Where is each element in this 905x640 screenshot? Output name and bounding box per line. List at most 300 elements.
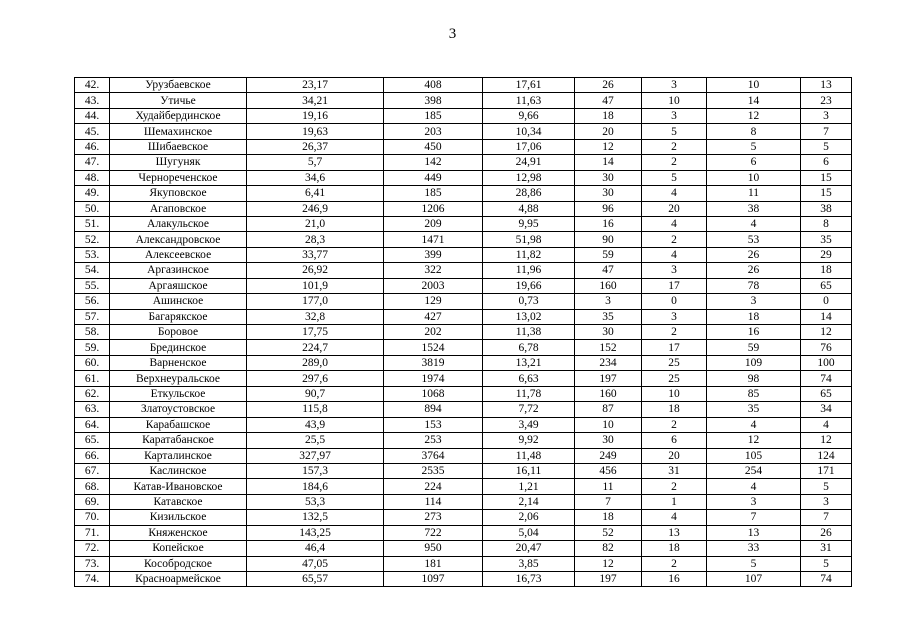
value-cell-1: 26,37 xyxy=(247,139,384,154)
value-cell-2: 950 xyxy=(384,541,483,556)
value-cell-5: 2 xyxy=(642,479,707,494)
value-cell-3: 3,49 xyxy=(483,417,575,432)
table-row xyxy=(75,572,852,587)
value-cell-4: 12 xyxy=(575,139,642,154)
value-cell-2: 1524 xyxy=(384,340,483,355)
value-cell-5: 18 xyxy=(642,402,707,417)
value-cell-2: 449 xyxy=(384,170,483,185)
value-cell-6: 18 xyxy=(707,309,801,324)
value-cell-1: 34,6 xyxy=(247,170,384,185)
settlement-name-cell: Алексеевское xyxy=(110,247,247,262)
row-number-cell: 44. xyxy=(75,108,110,123)
settlement-name-cell: Копейское xyxy=(110,541,247,556)
value-cell-4: 18 xyxy=(575,510,642,525)
row-number-cell: 47. xyxy=(75,155,110,170)
value-cell-1: 32,8 xyxy=(247,309,384,324)
settlement-name-cell: Ашинское xyxy=(110,294,247,309)
value-cell-6: 35 xyxy=(707,402,801,417)
value-cell-7: 12 xyxy=(801,325,852,340)
table-row xyxy=(75,510,852,525)
value-cell-1: 157,3 xyxy=(247,463,384,478)
value-cell-5: 5 xyxy=(642,124,707,139)
value-cell-1: 143,25 xyxy=(247,525,384,540)
value-cell-6: 10 xyxy=(707,170,801,185)
value-cell-3: 10,34 xyxy=(483,124,575,139)
value-cell-3: 4,88 xyxy=(483,201,575,216)
table-row xyxy=(75,294,852,309)
value-cell-1: 115,8 xyxy=(247,402,384,417)
value-cell-2: 224 xyxy=(384,479,483,494)
value-cell-5: 20 xyxy=(642,448,707,463)
value-cell-1: 297,6 xyxy=(247,371,384,386)
value-cell-2: 1974 xyxy=(384,371,483,386)
settlement-name-cell: Каратабанское xyxy=(110,433,247,448)
value-cell-1: 177,0 xyxy=(247,294,384,309)
value-cell-1: 327,97 xyxy=(247,448,384,463)
value-cell-5: 4 xyxy=(642,216,707,231)
value-cell-1: 47,05 xyxy=(247,556,384,571)
value-cell-3: 5,04 xyxy=(483,525,575,540)
value-cell-5: 18 xyxy=(642,541,707,556)
table-row xyxy=(75,402,852,417)
value-cell-3: 11,78 xyxy=(483,386,575,401)
row-number-cell: 43. xyxy=(75,93,110,108)
settlement-name-cell: Каслинское xyxy=(110,463,247,478)
table-row xyxy=(75,186,852,201)
value-cell-2: 181 xyxy=(384,556,483,571)
settlement-name-cell: Чернореченское xyxy=(110,170,247,185)
value-cell-5: 17 xyxy=(642,340,707,355)
settlement-name-cell: Красноармейское xyxy=(110,572,247,587)
row-number-cell: 50. xyxy=(75,201,110,216)
value-cell-1: 28,3 xyxy=(247,232,384,247)
value-cell-2: 2535 xyxy=(384,463,483,478)
value-cell-4: 12 xyxy=(575,556,642,571)
value-cell-4: 3 xyxy=(575,294,642,309)
value-cell-3: 16,73 xyxy=(483,572,575,587)
row-number-cell: 56. xyxy=(75,294,110,309)
value-cell-1: 19,16 xyxy=(247,108,384,123)
value-cell-1: 17,75 xyxy=(247,325,384,340)
value-cell-6: 12 xyxy=(707,433,801,448)
table-row xyxy=(75,355,852,370)
value-cell-4: 456 xyxy=(575,463,642,478)
table-row xyxy=(75,556,852,571)
value-cell-3: 11,38 xyxy=(483,325,575,340)
value-cell-6: 78 xyxy=(707,278,801,293)
data-table xyxy=(74,77,852,587)
value-cell-5: 17 xyxy=(642,278,707,293)
value-cell-3: 0,73 xyxy=(483,294,575,309)
value-cell-5: 4 xyxy=(642,510,707,525)
value-cell-6: 254 xyxy=(707,463,801,478)
value-cell-1: 65,57 xyxy=(247,572,384,587)
settlement-name-cell: Урузбаевское xyxy=(110,78,247,93)
value-cell-3: 16,11 xyxy=(483,463,575,478)
value-cell-6: 8 xyxy=(707,124,801,139)
value-cell-4: 234 xyxy=(575,355,642,370)
value-cell-7: 76 xyxy=(801,340,852,355)
value-cell-3: 13,21 xyxy=(483,355,575,370)
settlement-name-cell: Кизильское xyxy=(110,510,247,525)
value-cell-7: 26 xyxy=(801,525,852,540)
value-cell-5: 13 xyxy=(642,525,707,540)
row-number-cell: 72. xyxy=(75,541,110,556)
value-cell-4: 82 xyxy=(575,541,642,556)
value-cell-1: 289,0 xyxy=(247,355,384,370)
value-cell-3: 11,48 xyxy=(483,448,575,463)
settlement-name-cell: Златоустовское xyxy=(110,402,247,417)
value-cell-2: 129 xyxy=(384,294,483,309)
value-cell-7: 0 xyxy=(801,294,852,309)
value-cell-4: 18 xyxy=(575,108,642,123)
value-cell-1: 19,63 xyxy=(247,124,384,139)
value-cell-2: 3819 xyxy=(384,355,483,370)
row-number-cell: 60. xyxy=(75,355,110,370)
value-cell-5: 2 xyxy=(642,556,707,571)
value-cell-7: 35 xyxy=(801,232,852,247)
value-cell-7: 100 xyxy=(801,355,852,370)
value-cell-6: 38 xyxy=(707,201,801,216)
value-cell-4: 52 xyxy=(575,525,642,540)
value-cell-7: 18 xyxy=(801,263,852,278)
settlement-name-cell: Утичье xyxy=(110,93,247,108)
table-row xyxy=(75,108,852,123)
value-cell-6: 4 xyxy=(707,479,801,494)
value-cell-3: 6,63 xyxy=(483,371,575,386)
value-cell-5: 4 xyxy=(642,247,707,262)
value-cell-7: 29 xyxy=(801,247,852,262)
value-cell-6: 14 xyxy=(707,93,801,108)
value-cell-7: 65 xyxy=(801,386,852,401)
value-cell-1: 6,41 xyxy=(247,186,384,201)
value-cell-3: 28,86 xyxy=(483,186,575,201)
value-cell-7: 74 xyxy=(801,572,852,587)
value-cell-7: 5 xyxy=(801,479,852,494)
value-cell-1: 33,77 xyxy=(247,247,384,262)
table-row xyxy=(75,93,852,108)
value-cell-2: 185 xyxy=(384,108,483,123)
value-cell-6: 7 xyxy=(707,510,801,525)
value-cell-5: 5 xyxy=(642,170,707,185)
value-cell-5: 2 xyxy=(642,139,707,154)
value-cell-7: 15 xyxy=(801,186,852,201)
table-row xyxy=(75,232,852,247)
value-cell-2: 153 xyxy=(384,417,483,432)
row-number-cell: 73. xyxy=(75,556,110,571)
settlement-name-cell: Александровское xyxy=(110,232,247,247)
value-cell-6: 3 xyxy=(707,494,801,509)
value-cell-3: 9,95 xyxy=(483,216,575,231)
table-body xyxy=(75,78,852,587)
value-cell-5: 2 xyxy=(642,232,707,247)
value-cell-4: 160 xyxy=(575,278,642,293)
value-cell-5: 1 xyxy=(642,494,707,509)
value-cell-6: 3 xyxy=(707,294,801,309)
settlement-name-cell: Кособродское xyxy=(110,556,247,571)
table-row xyxy=(75,263,852,278)
row-number-cell: 63. xyxy=(75,402,110,417)
table-row xyxy=(75,448,852,463)
row-number-cell: 69. xyxy=(75,494,110,509)
value-cell-3: 11,63 xyxy=(483,93,575,108)
settlement-name-cell: Алакульское xyxy=(110,216,247,231)
value-cell-7: 15 xyxy=(801,170,852,185)
value-cell-4: 7 xyxy=(575,494,642,509)
value-cell-6: 33 xyxy=(707,541,801,556)
row-number-cell: 68. xyxy=(75,479,110,494)
value-cell-6: 59 xyxy=(707,340,801,355)
value-cell-4: 30 xyxy=(575,433,642,448)
value-cell-5: 10 xyxy=(642,93,707,108)
table-row xyxy=(75,78,852,93)
value-cell-1: 26,92 xyxy=(247,263,384,278)
value-cell-3: 1,21 xyxy=(483,479,575,494)
value-cell-4: 30 xyxy=(575,325,642,340)
value-cell-2: 322 xyxy=(384,263,483,278)
value-cell-1: 53,3 xyxy=(247,494,384,509)
value-cell-2: 273 xyxy=(384,510,483,525)
value-cell-3: 13,02 xyxy=(483,309,575,324)
value-cell-3: 17,06 xyxy=(483,139,575,154)
row-number-cell: 64. xyxy=(75,417,110,432)
value-cell-6: 105 xyxy=(707,448,801,463)
row-number-cell: 42. xyxy=(75,78,110,93)
settlement-name-cell: Якуповское xyxy=(110,186,247,201)
settlement-name-cell: Худайбердинское xyxy=(110,108,247,123)
value-cell-4: 249 xyxy=(575,448,642,463)
row-number-cell: 49. xyxy=(75,186,110,201)
value-cell-6: 6 xyxy=(707,155,801,170)
value-cell-1: 23,17 xyxy=(247,78,384,93)
value-cell-1: 224,7 xyxy=(247,340,384,355)
value-cell-4: 160 xyxy=(575,386,642,401)
value-cell-7: 7 xyxy=(801,124,852,139)
value-cell-3: 2,14 xyxy=(483,494,575,509)
value-cell-7: 5 xyxy=(801,139,852,154)
value-cell-6: 98 xyxy=(707,371,801,386)
value-cell-2: 722 xyxy=(384,525,483,540)
value-cell-7: 5 xyxy=(801,556,852,571)
value-cell-6: 16 xyxy=(707,325,801,340)
settlement-name-cell: Еткульское xyxy=(110,386,247,401)
value-cell-1: 5,7 xyxy=(247,155,384,170)
value-cell-6: 53 xyxy=(707,232,801,247)
value-cell-4: 20 xyxy=(575,124,642,139)
table-row xyxy=(75,433,852,448)
value-cell-5: 25 xyxy=(642,355,707,370)
value-cell-2: 1471 xyxy=(384,232,483,247)
row-number-cell: 57. xyxy=(75,309,110,324)
value-cell-7: 23 xyxy=(801,93,852,108)
table-row xyxy=(75,278,852,293)
row-number-cell: 58. xyxy=(75,325,110,340)
settlement-name-cell: Княженское xyxy=(110,525,247,540)
value-cell-7: 6 xyxy=(801,155,852,170)
settlement-name-cell: Шугуняк xyxy=(110,155,247,170)
table-row xyxy=(75,139,852,154)
value-cell-7: 74 xyxy=(801,371,852,386)
settlement-name-cell: Варненское xyxy=(110,355,247,370)
value-cell-6: 85 xyxy=(707,386,801,401)
value-cell-3: 9,92 xyxy=(483,433,575,448)
value-cell-7: 34 xyxy=(801,402,852,417)
value-cell-5: 4 xyxy=(642,186,707,201)
row-number-cell: 52. xyxy=(75,232,110,247)
value-cell-2: 1068 xyxy=(384,386,483,401)
row-number-cell: 46. xyxy=(75,139,110,154)
value-cell-4: 87 xyxy=(575,402,642,417)
value-cell-7: 13 xyxy=(801,78,852,93)
value-cell-3: 7,72 xyxy=(483,402,575,417)
value-cell-1: 46,4 xyxy=(247,541,384,556)
row-number-cell: 62. xyxy=(75,386,110,401)
value-cell-2: 408 xyxy=(384,78,483,93)
settlement-name-cell: Аргазинское xyxy=(110,263,247,278)
row-number-cell: 66. xyxy=(75,448,110,463)
value-cell-5: 3 xyxy=(642,309,707,324)
value-cell-1: 184,6 xyxy=(247,479,384,494)
value-cell-3: 20,47 xyxy=(483,541,575,556)
table-row xyxy=(75,340,852,355)
settlement-name-cell: Карабашское xyxy=(110,417,247,432)
settlement-name-cell: Багарякское xyxy=(110,309,247,324)
value-cell-6: 5 xyxy=(707,556,801,571)
value-cell-4: 30 xyxy=(575,170,642,185)
value-cell-2: 185 xyxy=(384,186,483,201)
value-cell-4: 96 xyxy=(575,201,642,216)
value-cell-5: 0 xyxy=(642,294,707,309)
row-number-cell: 55. xyxy=(75,278,110,293)
value-cell-1: 34,21 xyxy=(247,93,384,108)
value-cell-3: 17,61 xyxy=(483,78,575,93)
settlement-name-cell: Катавское xyxy=(110,494,247,509)
value-cell-7: 38 xyxy=(801,201,852,216)
row-number-cell: 61. xyxy=(75,371,110,386)
value-cell-6: 26 xyxy=(707,263,801,278)
value-cell-6: 11 xyxy=(707,186,801,201)
value-cell-1: 25,5 xyxy=(247,433,384,448)
value-cell-4: 152 xyxy=(575,340,642,355)
value-cell-4: 197 xyxy=(575,572,642,587)
value-cell-2: 450 xyxy=(384,139,483,154)
table-row xyxy=(75,371,852,386)
value-cell-2: 398 xyxy=(384,93,483,108)
table-row xyxy=(75,417,852,432)
value-cell-2: 399 xyxy=(384,247,483,262)
value-cell-5: 2 xyxy=(642,325,707,340)
value-cell-1: 132,5 xyxy=(247,510,384,525)
value-cell-4: 197 xyxy=(575,371,642,386)
value-cell-7: 8 xyxy=(801,216,852,231)
value-cell-4: 11 xyxy=(575,479,642,494)
value-cell-3: 2,06 xyxy=(483,510,575,525)
value-cell-6: 109 xyxy=(707,355,801,370)
value-cell-4: 47 xyxy=(575,263,642,278)
value-cell-7: 124 xyxy=(801,448,852,463)
settlement-name-cell: Шемахинское xyxy=(110,124,247,139)
table-row xyxy=(75,155,852,170)
settlement-name-cell: Шибаевское xyxy=(110,139,247,154)
value-cell-6: 13 xyxy=(707,525,801,540)
value-cell-2: 2003 xyxy=(384,278,483,293)
value-cell-7: 3 xyxy=(801,494,852,509)
value-cell-5: 20 xyxy=(642,201,707,216)
value-cell-5: 3 xyxy=(642,78,707,93)
settlement-name-cell: Аргаяшское xyxy=(110,278,247,293)
value-cell-5: 3 xyxy=(642,263,707,278)
value-cell-3: 19,66 xyxy=(483,278,575,293)
row-number-cell: 65. xyxy=(75,433,110,448)
page-number: 3 xyxy=(448,26,457,42)
row-number-cell: 45. xyxy=(75,124,110,139)
settlement-name-cell: Карталинское xyxy=(110,448,247,463)
value-cell-4: 16 xyxy=(575,216,642,231)
value-cell-4: 35 xyxy=(575,309,642,324)
table-row xyxy=(75,124,852,139)
value-cell-3: 11,82 xyxy=(483,247,575,262)
table-row xyxy=(75,525,852,540)
row-number-cell: 74. xyxy=(75,572,110,587)
value-cell-3: 12,98 xyxy=(483,170,575,185)
value-cell-2: 114 xyxy=(384,494,483,509)
value-cell-7: 14 xyxy=(801,309,852,324)
row-number-cell: 51. xyxy=(75,216,110,231)
value-cell-6: 4 xyxy=(707,417,801,432)
value-cell-4: 26 xyxy=(575,78,642,93)
settlement-name-cell: Агаповское xyxy=(110,201,247,216)
row-number-cell: 59. xyxy=(75,340,110,355)
value-cell-2: 203 xyxy=(384,124,483,139)
value-cell-5: 6 xyxy=(642,433,707,448)
value-cell-6: 12 xyxy=(707,108,801,123)
value-cell-5: 31 xyxy=(642,463,707,478)
value-cell-5: 25 xyxy=(642,371,707,386)
value-cell-7: 3 xyxy=(801,108,852,123)
value-cell-5: 16 xyxy=(642,572,707,587)
value-cell-4: 30 xyxy=(575,186,642,201)
value-cell-1: 21,0 xyxy=(247,216,384,231)
value-cell-1: 43,9 xyxy=(247,417,384,432)
row-number-cell: 48. xyxy=(75,170,110,185)
value-cell-4: 10 xyxy=(575,417,642,432)
value-cell-6: 4 xyxy=(707,216,801,231)
value-cell-7: 7 xyxy=(801,510,852,525)
value-cell-2: 209 xyxy=(384,216,483,231)
value-cell-3: 51,98 xyxy=(483,232,575,247)
value-cell-5: 2 xyxy=(642,417,707,432)
value-cell-5: 3 xyxy=(642,108,707,123)
value-cell-6: 10 xyxy=(707,78,801,93)
value-cell-2: 253 xyxy=(384,433,483,448)
value-cell-1: 90,7 xyxy=(247,386,384,401)
table-row xyxy=(75,216,852,231)
value-cell-1: 246,9 xyxy=(247,201,384,216)
value-cell-6: 5 xyxy=(707,139,801,154)
value-cell-6: 107 xyxy=(707,572,801,587)
value-cell-7: 12 xyxy=(801,433,852,448)
table-row xyxy=(75,201,852,216)
table-row xyxy=(75,494,852,509)
value-cell-2: 1097 xyxy=(384,572,483,587)
table-row xyxy=(75,541,852,556)
value-cell-3: 6,78 xyxy=(483,340,575,355)
value-cell-7: 31 xyxy=(801,541,852,556)
value-cell-2: 142 xyxy=(384,155,483,170)
value-cell-6: 26 xyxy=(707,247,801,262)
value-cell-4: 47 xyxy=(575,93,642,108)
row-number-cell: 67. xyxy=(75,463,110,478)
